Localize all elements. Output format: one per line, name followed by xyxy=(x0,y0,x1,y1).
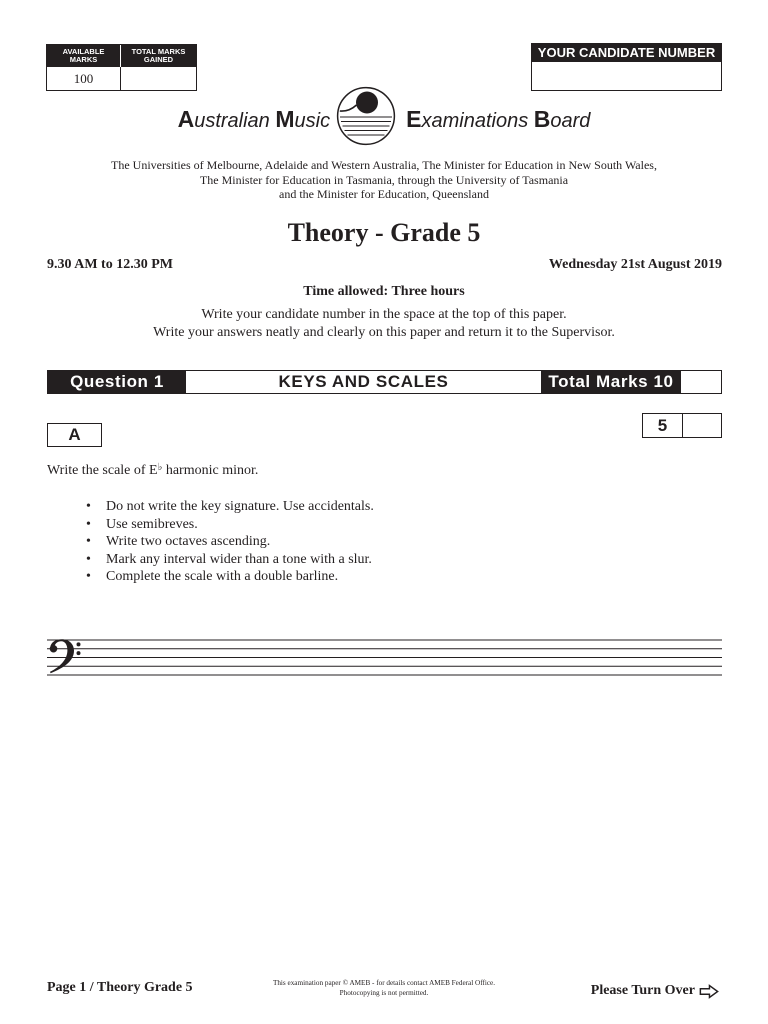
affiliation-line: and the Minister for Education, Queensland xyxy=(279,187,489,201)
requirement-item: • Use semibreves. xyxy=(106,516,374,534)
time-allowed: Time allowed: Three hours xyxy=(303,284,465,299)
music-staff xyxy=(47,636,722,680)
available-marks-label: AVAILABLE MARKS xyxy=(47,45,121,67)
board-name-right xyxy=(406,100,590,133)
available-marks-value: 100 xyxy=(47,67,121,90)
question-topic: KEYS AND SCALES xyxy=(278,372,449,391)
emblem-note-head xyxy=(356,92,378,114)
bass-clef-body xyxy=(50,639,74,673)
total-marks-gained-label: TOTAL MARKS GAINED xyxy=(131,47,186,64)
legal-line: This examination paper © AMEB - for details contact AMEB Federal Office. xyxy=(272,979,496,987)
requirements-list xyxy=(106,498,374,586)
instruction-line: Write your answers neatly and clearly on this paper and return it to the Supervisor. xyxy=(153,325,615,340)
right-arrow-shape xyxy=(700,985,717,997)
footer-page-label: Page 1 / Theory Grade 5 xyxy=(47,980,193,995)
board-name-word: Australian xyxy=(177,105,270,132)
ameb-emblem-icon xyxy=(336,86,396,146)
instruction-line: Write your candidate number in the space at the top of this paper. xyxy=(201,307,567,322)
marks-summary-header xyxy=(47,45,196,67)
exam-date: Wednesday 21st August 2019 xyxy=(548,257,722,272)
instructions xyxy=(0,306,768,342)
page-title: Theory - Grade 5 xyxy=(287,218,481,247)
candidate-number-label: YOUR CANDIDATE NUMBER xyxy=(532,44,721,62)
question-label: Question 1 xyxy=(48,371,186,393)
section-marks-value: 5 xyxy=(643,414,683,437)
turn-over-notice xyxy=(591,983,719,999)
task-text-after: harmonic minor. xyxy=(162,463,259,478)
right-arrow-icon xyxy=(699,984,719,999)
requirement-item: • Complete the scale with a double barline. xyxy=(106,568,374,586)
requirement-item: • Do not write the key signature. Use accidentals. xyxy=(106,498,374,516)
question-header-bar xyxy=(47,370,722,394)
bass-clef-icon xyxy=(50,639,81,673)
requirement-item: • Mark any interval wider than a tone with a slur. xyxy=(106,551,374,569)
legal-line: Photocopying is not permitted. xyxy=(339,989,429,997)
task-prompt xyxy=(47,463,258,480)
bass-clef-head xyxy=(50,645,58,653)
board-name-word: Music xyxy=(275,105,331,132)
board-heading xyxy=(0,86,768,146)
section-label-box: A xyxy=(47,423,102,447)
affiliation-line: The Minister for Education in Tasmania, through the University of Tasmania xyxy=(199,172,569,187)
session-row xyxy=(47,257,722,273)
marks-summary-table xyxy=(46,44,197,91)
board-name-word: Board xyxy=(533,105,591,132)
affiliation-text xyxy=(0,158,768,202)
question-total-marks: Total Marks 10 xyxy=(541,371,681,393)
section-marks-gained-field xyxy=(683,414,721,437)
candidate-number-box xyxy=(531,43,722,91)
turn-over-label: Please Turn Over xyxy=(590,983,695,998)
flat-sign: ♭ xyxy=(157,462,163,473)
bass-clef-dot xyxy=(77,642,81,646)
section-marks-box xyxy=(642,413,722,438)
board-name-left xyxy=(178,100,331,133)
question-marks-gained-field xyxy=(681,371,721,393)
bass-clef-dot xyxy=(77,651,81,655)
board-name-word: Examinations xyxy=(406,105,529,132)
task-text-before: Write the scale of E xyxy=(47,463,158,478)
exam-time: 9.30 AM to 12.30 PM xyxy=(47,257,173,272)
requirement-item: • Write two octaves ascending. xyxy=(106,533,374,551)
affiliation-line: The Universities of Melbourne, Adelaide and Western Australia, The Minister for Education in New South Wales, xyxy=(111,158,657,172)
